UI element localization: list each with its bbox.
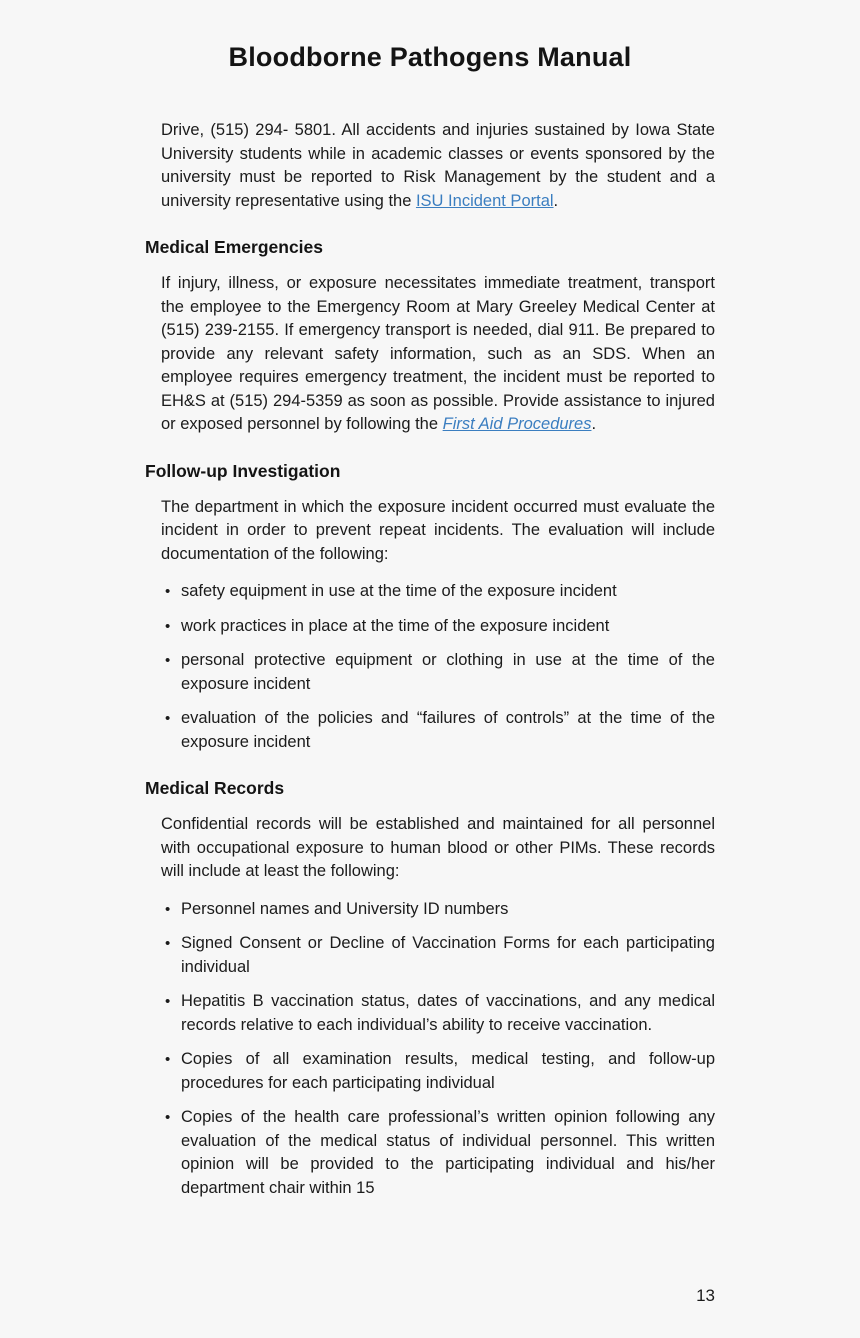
list-item: • work practices in place at the time of the exposure incident (161, 615, 715, 639)
medical-records-list (145, 898, 715, 1201)
medical-emergencies-text-after-link: . (591, 415, 597, 433)
list-item: • Hepatitis B vaccination status, dates of vaccinations, and any medical records relative to each individual’s ability to receive vaccination. (161, 990, 715, 1037)
first-aid-procedures-link[interactable]: First Aid Procedures (442, 415, 592, 433)
section-heading-follow-up-investigation: Follow-up Investigation (145, 460, 341, 481)
list-item: • Personnel names and University ID numbers (161, 898, 715, 922)
follow-up-investigation-paragraph: The department in which the exposure incident occurred must evaluate the incident in order to prevent repeat incidents. The evaluation will include documentation of the following: (161, 497, 715, 563)
list-item: • Signed Consent or Decline of Vaccination Forms for each participating individual (161, 932, 715, 979)
intro-paragraph (161, 119, 715, 213)
page-title: Bloodborne Pathogens Manual (228, 42, 632, 72)
page-number: 13 (696, 1286, 715, 1305)
intro-text-after-link: . (553, 191, 559, 210)
follow-up-investigation-list (145, 580, 715, 754)
document-body (145, 119, 715, 1200)
medical-emergencies-text-before-link: If injury, illness, or exposure necessitates immediate treatment, transport the employee to the Emergency Room at Mary Greeley Medical Center at (515) 239-2155. If emergency transport is needed, dial 911. Be prepared to provide any relevant safety information, such as an SDS. When an employee requires emergency treatment, the incident must be reported to EH&S at (515) 294-5359 as soon as possible. Provide assistance to injured or exposed personnel by following the (161, 274, 715, 433)
section-heading-medical-emergencies: Medical Emergencies (145, 237, 323, 257)
list-item: • safety equipment in use at the time of the exposure incident (161, 580, 715, 604)
isu-incident-portal-link[interactable]: ISU Incident Portal (415, 191, 554, 210)
list-item: • personal protective equipment or clothing in use at the time of the exposure incident (161, 649, 715, 696)
list-item: • evaluation of the policies and “failures of controls” at the time of the exposure incident (161, 707, 715, 754)
list-item: • Copies of the health care professional’s written opinion following any evaluation of the medical status of individual personnel. This written opinion will be provided to the participating individual and his/her department chair within 15 (161, 1106, 715, 1200)
section-heading-medical-records: Medical Records (145, 778, 285, 798)
medical-emergencies-paragraph (161, 272, 715, 437)
list-item: • Copies of all examination results, medical testing, and follow-up procedures for each participating individual (161, 1048, 715, 1095)
intro-text-before-link: Drive, (515) 294- 5801. All accidents and injuries sustained by Iowa State University students while in academic classes or events sponsored by the university must be reported to Risk Management by the student and a university representative using the (161, 121, 715, 210)
medical-records-paragraph: Confidential records will be established and maintained for all personnel with occupational exposure to human blood or other PIMs. These records will include at least the following: (161, 815, 715, 880)
